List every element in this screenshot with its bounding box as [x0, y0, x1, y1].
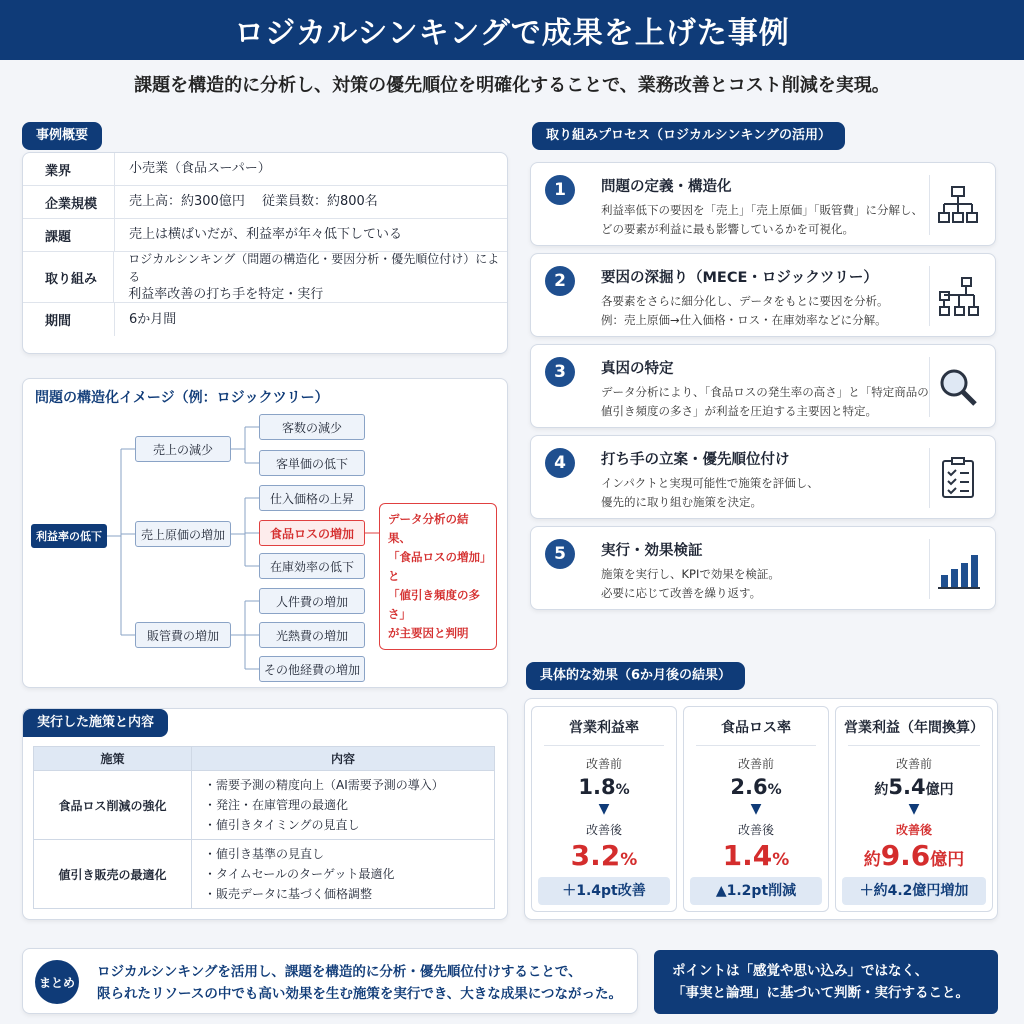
after-value: 約9.6億円: [863, 839, 965, 872]
measure-item: ・値引き基準の見直し: [204, 847, 325, 861]
logic-tree-card: [22, 378, 508, 688]
effects-heading: 具体的な効果（6か月後の結果）: [526, 662, 745, 690]
down-arrow-icon: ▼: [908, 801, 920, 817]
step-desc: [601, 565, 780, 603]
overview-label: 取り組み: [23, 252, 114, 302]
callout-line: データ分析の結果、: [388, 512, 469, 545]
step-title: 要因の深掘り（MECE・ロジックツリー）: [601, 270, 878, 286]
measure-item: ・値引きタイミングの見直し: [204, 818, 360, 832]
effect-card-operating-margin: [531, 706, 677, 912]
step-desc: [601, 201, 923, 239]
measures-card: [22, 708, 508, 920]
step-desc-line: 利益率低下の要因を「売上」「売上原価」「販管費」に分解し、: [601, 203, 923, 217]
step-desc-line: 例：売上原価→仕入価格・ロス・在庫効率などに分解。: [601, 313, 887, 327]
step-desc-line: どの要素が利益に最も影響しているかを可視化。: [601, 222, 854, 236]
overview-value: 6か月間: [129, 311, 177, 327]
measure-items: [192, 771, 495, 840]
before-value: 約5.4億円: [874, 775, 954, 799]
effect-title: 営業利益率: [569, 720, 639, 736]
measure-items: [192, 840, 495, 909]
overview-value: 売上高：約300億円 従業員数：約800名: [129, 194, 378, 209]
overview-label: 課題: [23, 219, 115, 251]
step-desc-line: インパクトと実現可能性で施策を評価し、: [601, 476, 819, 490]
tree-node-utilities: 光熱費の増加: [259, 622, 365, 648]
effect-card-food-loss: [683, 706, 829, 912]
effect-delta: ▲1.2pt削減: [690, 877, 822, 905]
summary-line: 限られたリソースの中でも高い効果を生む施策を実行でき、大きな成果につながった。: [97, 986, 623, 1002]
overview-value: 売上は横ばいだが、利益率が年々低下している: [129, 227, 403, 242]
measure-item: ・販売データに基づく価格調整: [204, 887, 373, 901]
overview-label: 企業規模: [23, 186, 115, 218]
tree-node-purchase-price: 仕入価格の上昇: [259, 485, 365, 511]
step-title: 問題の定義・構造化: [601, 179, 732, 195]
measures-heading: 実行した施策と内容: [23, 709, 168, 737]
effect-title: 営業利益（年間換算）: [844, 720, 984, 736]
magnifier-icon: [929, 357, 985, 417]
tree-node-labor: 人件費の増加: [259, 588, 365, 614]
step-number: 2: [545, 266, 575, 296]
before-label: 改善前: [895, 757, 932, 771]
after-label: 改善後: [585, 823, 622, 837]
process-step-4: [530, 435, 996, 519]
step-number: 3: [545, 357, 575, 387]
table-row: [34, 840, 495, 909]
before-label: 改善前: [585, 757, 622, 771]
measures-table: [33, 746, 495, 909]
tree-node-inventory: 在庫効率の低下: [259, 553, 365, 579]
step-desc-line: データ分析により、「食品ロスの発生率の高さ」と「特定商品の: [601, 385, 929, 399]
tree-node-cost-increase: 売上原価の増加: [135, 521, 231, 547]
measure-name: 値引き販売の最適化: [34, 840, 192, 909]
after-label: 改善後: [737, 823, 774, 837]
measure-name: 食品ロス削減の強化: [34, 771, 192, 840]
step-number: 1: [545, 175, 575, 205]
effect-card-operating-profit: [835, 706, 993, 912]
overview-row-scale: [23, 186, 507, 219]
overview-row-industry: [23, 153, 507, 186]
tree-node-customers: 客数の減少: [259, 414, 365, 440]
down-arrow-icon: ▼: [750, 801, 762, 817]
overview-heading: 事例概要: [22, 122, 102, 150]
step-desc-line: 優先的に取り組む施策を決定。: [601, 495, 762, 509]
step-desc: [601, 383, 929, 421]
after-value: 3.2%: [570, 839, 638, 872]
step-desc-line: 値引き頻度の多さ」が利益を圧迫する主要因と特定。: [601, 404, 877, 418]
page-subtitle: 課題を構造的に分析し、対策の優先順位を明確化することで、業務改善とコスト削減を実現。: [134, 75, 890, 96]
step-desc: [601, 474, 819, 512]
before-label: 改善前: [737, 757, 774, 771]
measures-col-header: 内容: [192, 747, 495, 771]
point-callout: [654, 950, 998, 1014]
overview-label: 期間: [23, 303, 115, 336]
table-row: [34, 771, 495, 840]
step-desc-line: 必要に応じて改善を繰り返す。: [601, 586, 762, 600]
effect-title: 食品ロス率: [721, 720, 791, 736]
summary-card: [22, 948, 638, 1014]
tree-node-unit-price: 客単価の低下: [259, 450, 365, 476]
tree-root-node: 利益率の低下: [31, 524, 107, 548]
summary-line: ロジカルシンキングを活用し、課題を構造的に分析・優先順位付けすることで、: [97, 964, 582, 980]
tree-node-other-costs: その他経費の増加: [259, 656, 365, 682]
after-value: 1.4%: [722, 839, 790, 872]
process-step-3: [530, 344, 996, 428]
overview-row-issue: [23, 219, 507, 252]
callout-line: 「値引き頻度の多さ」: [388, 588, 480, 621]
analysis-callout: [379, 503, 497, 650]
measure-item: ・発注・在庫管理の最適化: [204, 798, 349, 812]
process-step-1: [530, 162, 996, 246]
before-value: 2.6%: [730, 775, 782, 799]
overview-row-initiative: [23, 252, 507, 303]
step-desc-line: 施策を実行し、KPIで効果を検証。: [601, 567, 780, 581]
overview-label: 業界: [23, 153, 115, 185]
measure-item: ・需要予測の精度向上（AI需要予測の導入）: [204, 778, 444, 792]
measures-col-header: 施策: [34, 747, 192, 771]
logic-tree-title: 問題の構造化イメージ（例：ロジックツリー）: [35, 390, 329, 406]
process-step-2: [530, 253, 996, 337]
effect-delta: ＋約4.2億円増加: [842, 877, 986, 905]
step-title: 実行・効果検証: [601, 543, 703, 559]
tree-node-food-loss: 食品ロスの増加: [259, 520, 365, 546]
effects-panel: [524, 698, 998, 920]
overview-value-line: ロジカルシンキング（問題の構造化・要因分析・優先順位付け）による: [128, 252, 500, 284]
callout-line: が主要因と判明: [388, 626, 469, 640]
summary-text: [97, 961, 622, 1005]
overview-value: 小売業（食品スーパー）: [129, 161, 271, 176]
process-heading: 取り組みプロセス（ロジカルシンキングの活用）: [532, 122, 845, 150]
callout-line: 「食品ロスの増加」と: [388, 550, 486, 583]
overview-table: [22, 152, 508, 354]
header-banner: [0, 0, 1024, 60]
after-label: 改善後: [895, 823, 932, 837]
effect-delta: ＋1.4pt改善: [538, 877, 670, 905]
step-number: 4: [545, 448, 575, 478]
step-title: 真因の特定: [601, 361, 674, 377]
point-line: 「事実と論理」に基づいて判断・実行すること。: [672, 985, 969, 1001]
tree-node-sga-increase: 販管費の増加: [135, 622, 231, 648]
step-desc: [601, 292, 889, 330]
process-step-5: [530, 526, 996, 610]
overview-row-period: [23, 303, 507, 336]
overview-value: [114, 250, 507, 304]
checklist-icon: [929, 448, 985, 508]
step-title: 打ち手の立案・優先順位付け: [601, 452, 790, 468]
summary-badge: まとめ: [35, 960, 79, 1004]
hierarchy-icon: [929, 175, 985, 235]
before-value: 1.8%: [578, 775, 630, 799]
logic-tree-icon: [929, 266, 985, 326]
measure-item: ・タイムセールのターゲット最適化: [204, 867, 395, 881]
page-title: ロジカルシンキングで成果を上げた事例: [234, 16, 790, 51]
tree-node-sales-decrease: 売上の減少: [135, 436, 231, 462]
overview-value-line: 利益率改善の打ち手を特定・実行: [128, 287, 324, 302]
bar-chart-icon: [929, 539, 985, 599]
point-line: ポイントは「感覚や思い込み」ではなく、: [672, 963, 929, 979]
down-arrow-icon: ▼: [598, 801, 610, 817]
step-number: 5: [545, 539, 575, 569]
step-desc-line: 各要素をさらに細分化し、データをもとに要因を分析。: [601, 294, 889, 308]
